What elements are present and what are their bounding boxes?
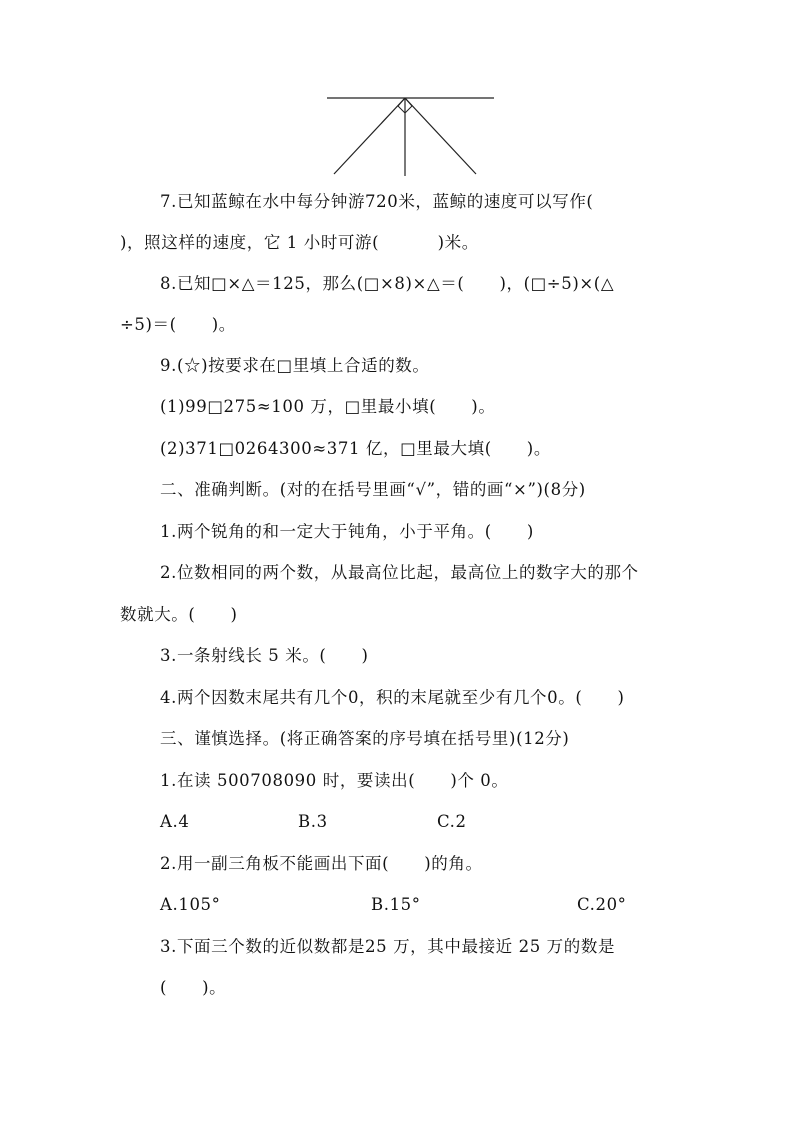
- s3-q2: 2.用一副三角板不能画出下面( )的角。: [160, 854, 483, 873]
- angle-figure: [326, 92, 498, 180]
- s3-q1: 1.在读 500708090 时，要读出( )个 0。: [160, 771, 509, 790]
- s2-q3: 3.一条射线长 5 米。( ): [160, 646, 369, 665]
- q7-line2: )，照这样的速度，它 1 小时可游( )米。: [120, 233, 479, 252]
- s3-q1-option-a: A.4: [160, 812, 190, 831]
- q9-part2: (2)371□0264300≈371 亿，□里最大填( )。: [160, 439, 551, 458]
- s2-q4: 4.两个因数末尾共有几个0，积的末尾就至少有几个0。( ): [160, 688, 625, 707]
- s3-q2-option-a: A.105°: [160, 895, 221, 914]
- q9-part1: (1)99□275≈100 万，□里最小填( )。: [160, 397, 496, 416]
- s3-q2-option-b: B.15°: [371, 895, 421, 914]
- s3-q2-option-c: C.20°: [577, 895, 627, 914]
- q8-line2: ÷5)＝( )。: [120, 315, 236, 334]
- q8-line1: 8.已知□×△＝125，那么(□×8)×△＝( )，(□÷5)×(△: [160, 274, 615, 293]
- s2-q2-line1: 2.位数相同的两个数，从最高位比起，最高位上的数字大的那个: [160, 563, 639, 582]
- s2-q1: 1.两个锐角的和一定大于钝角，小于平角。( ): [160, 522, 534, 541]
- s3-q1-option-c: C.2: [437, 812, 467, 831]
- q7-line1: 7.已知蓝鲸在水中每分钟游720米，蓝鲸的速度可以写作(: [160, 192, 594, 211]
- s3-q3-line1: 3.下面三个数的近似数都是25 万，其中最接近 25 万的数是: [160, 937, 616, 956]
- section2-title: 二、准确判断。(对的在括号里画“√”，错的画“×”)(8分): [160, 480, 586, 499]
- q9-title: 9.(☆)按要求在□里填上合适的数。: [160, 356, 430, 375]
- section3-title: 三、谨慎选择。(将正确答案的序号填在括号里)(12分): [160, 729, 570, 748]
- s3-q3-line2: ( )。: [160, 978, 227, 997]
- s2-q2-line2: 数就大。( ): [120, 605, 238, 624]
- s3-q1-option-b: B.3: [298, 812, 328, 831]
